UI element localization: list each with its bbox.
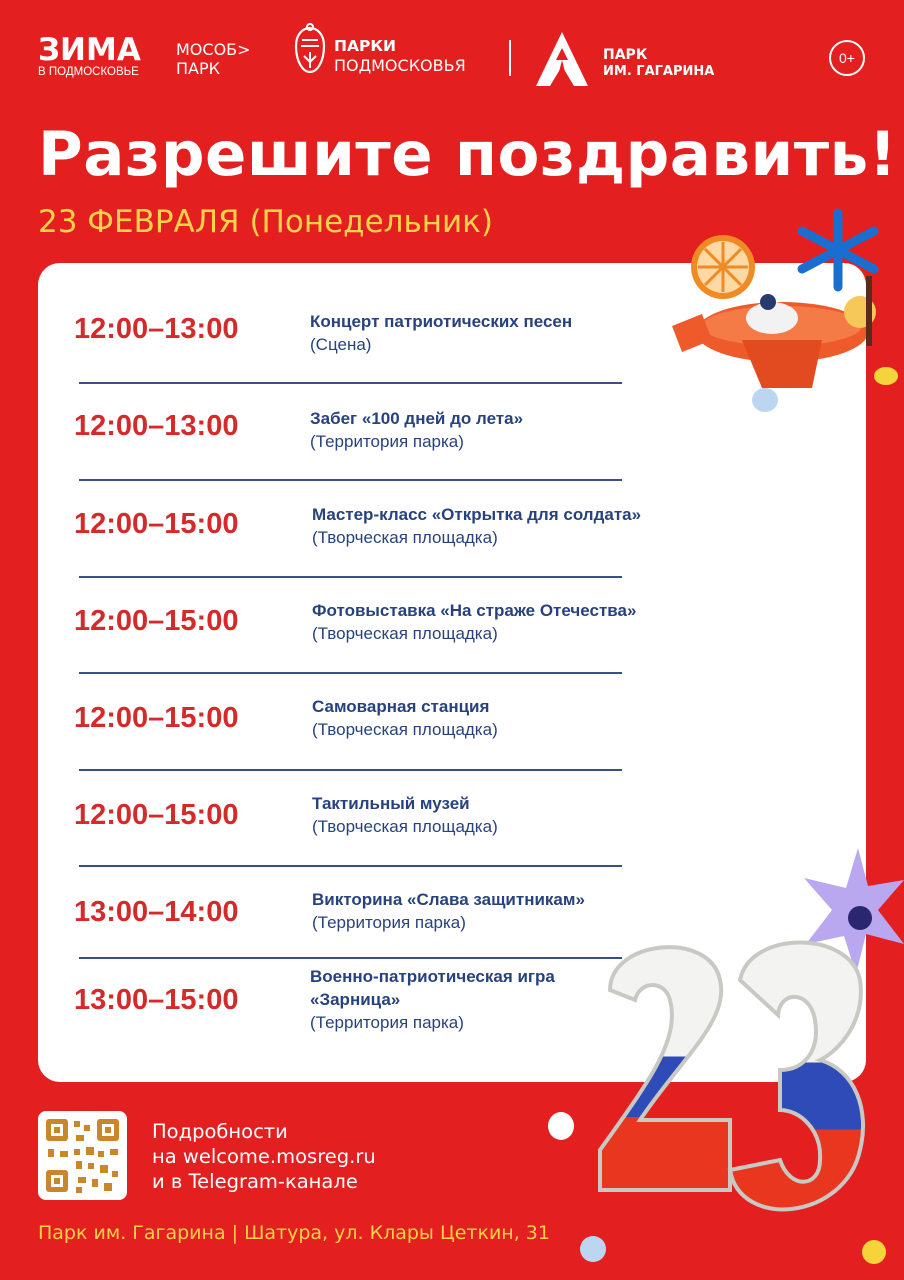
- event-time: 12:00–15:00: [74, 799, 239, 831]
- event-info: [310, 310, 572, 356]
- event-time: 12:00–15:00: [74, 508, 239, 540]
- page-title: Разрешите поздравить!: [38, 119, 898, 190]
- park-address: Парк им. Гагарина | Шатура, ул. Клары Цеткин, 31: [38, 1222, 550, 1244]
- logo-divider: [509, 40, 511, 76]
- age-rating-badge: 0+: [829, 40, 865, 76]
- event-name: Самоварная станция: [312, 697, 490, 716]
- confetti-dot: [752, 388, 778, 412]
- event-time: 12:00–15:00: [74, 605, 239, 637]
- event-name: Концерт патриотических песен: [310, 312, 573, 331]
- gagarin-logo-line2: ИМ. ГАГАРИНА: [603, 64, 715, 79]
- row-divider: [79, 576, 622, 578]
- details-line3: и в Telegram-канале: [152, 1170, 358, 1193]
- row-divider: [79, 769, 622, 771]
- event-time: 12:00–15:00: [74, 702, 239, 734]
- event-name: Фотовыставка «На страже Отечества»: [312, 601, 637, 620]
- toy-plane-icon: [672, 270, 904, 410]
- event-name-line2: «Зарница»: [310, 990, 401, 1009]
- details-line2: на welcome.mosreg.ru: [152, 1145, 376, 1168]
- event-info: [312, 888, 585, 934]
- parki-logo-line2: ПОДМОСКОВЬЯ: [334, 56, 466, 75]
- details-line1: Подробности: [152, 1120, 288, 1143]
- confetti-dot: [548, 1112, 574, 1140]
- zima-logo-title: ЗИМА: [38, 32, 141, 68]
- event-info: [310, 965, 555, 1034]
- confetti-dot: [744, 886, 770, 914]
- mosoblpark-logo-line2: ПАРК: [176, 59, 220, 78]
- event-info: [310, 407, 523, 453]
- event-time: 12:00–13:00: [74, 410, 239, 442]
- event-time: 12:00–13:00: [74, 313, 239, 345]
- confetti-dot: [862, 1240, 886, 1264]
- row-divider: [79, 865, 622, 867]
- event-info: [312, 503, 641, 549]
- event-place: (Творческая площадка): [312, 720, 498, 739]
- event-name: Мастер-класс «Открытка для солдата»: [312, 505, 642, 524]
- qr-code-icon: [38, 1111, 127, 1200]
- parki-logo-line1: ПАРКИ: [334, 37, 396, 55]
- qr-code[interactable]: [38, 1111, 127, 1200]
- gagarin-logo-line1: ПАРК: [603, 47, 648, 63]
- details-info: [152, 1119, 376, 1194]
- event-name: Забег «100 дней до лета»: [310, 409, 524, 428]
- confetti-dot: [580, 1236, 606, 1262]
- event-place: (Территория парка): [312, 913, 466, 932]
- row-divider: [79, 957, 622, 959]
- parki-podmoskovya-logo: [334, 37, 466, 75]
- event-info: [312, 695, 498, 741]
- event-place: (Творческая площадка): [312, 528, 498, 547]
- zima-logo-subtitle: В ПОДМОСКОВЬЕ: [38, 66, 139, 78]
- gagarin-park-rocket-icon: [530, 30, 594, 88]
- event-name: Викторина «Слава защитникам»: [312, 890, 585, 909]
- event-info: [312, 599, 636, 645]
- gagarin-park-logo: [603, 47, 714, 79]
- event-name: Тактильный музей: [312, 794, 470, 813]
- event-place: (Сцена): [310, 335, 372, 354]
- event-place: (Творческая площадка): [312, 624, 498, 643]
- parki-tree-icon: [290, 22, 330, 78]
- event-place: (Территория парка): [310, 432, 464, 451]
- event-info: [312, 792, 498, 838]
- mosoblpark-logo-line1: МОСОБ>: [176, 40, 251, 59]
- event-date: 23 ФЕВРАЛЯ (Понедельник): [38, 204, 493, 240]
- event-time: 13:00–14:00: [74, 896, 239, 928]
- event-name: Военно-патриотическая игра: [310, 967, 555, 986]
- number-23-figure: [590, 920, 880, 1240]
- event-place: (Территория парка): [310, 1013, 464, 1032]
- row-divider: [79, 382, 622, 384]
- event-time: 13:00–15:00: [74, 984, 239, 1016]
- event-place: (Творческая площадка): [312, 817, 498, 836]
- row-divider: [79, 672, 622, 674]
- zima-logo: [38, 34, 141, 78]
- mosoblpark-logo: [176, 40, 251, 78]
- row-divider: [79, 479, 622, 481]
